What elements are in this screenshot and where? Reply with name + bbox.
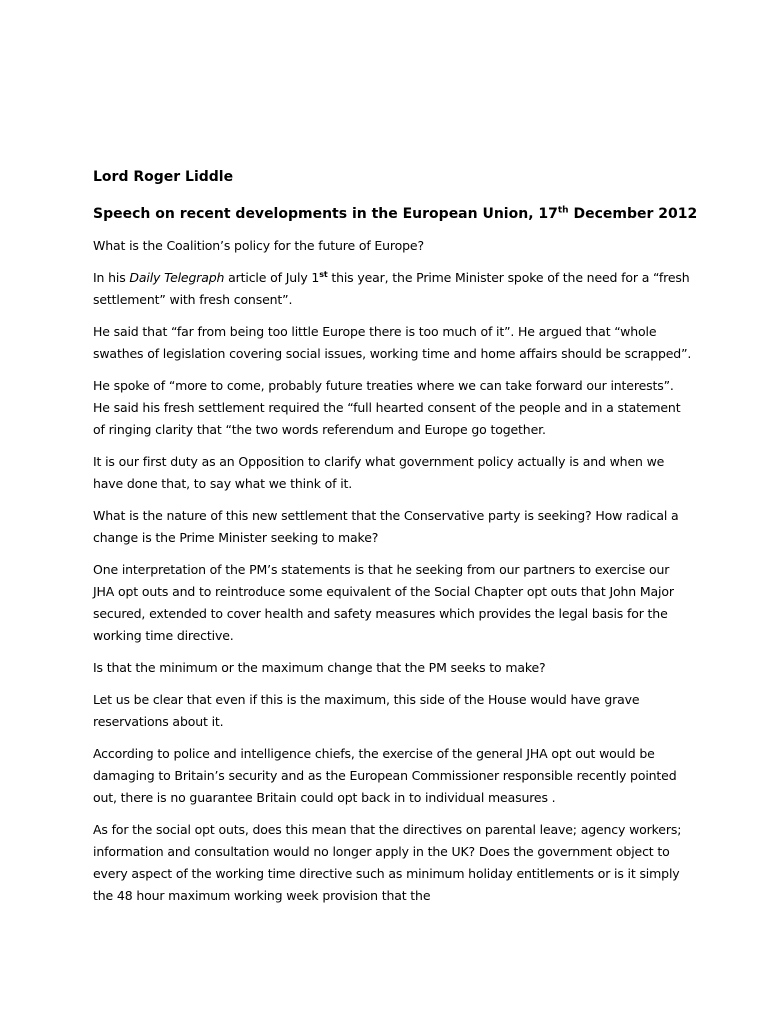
- paragraph-1: What is the Coalition’s policy for the future of Europe?: [93, 238, 424, 253]
- date-ordinal: st: [319, 269, 328, 279]
- paragraph-5: It is our first duty as an Opposition to clarify what government policy actually is and when we have done that, to say what we think of it.: [93, 454, 665, 491]
- paragraph-10: According to police and intelligence chiefs, the exercise of the general JHA opt out would be damaging to Britain’s security and as the European Commissioner responsible recently pointed out, there is no guarantee Britain could opt back in to individual measures .: [93, 746, 677, 805]
- title-text: Speech on recent developments in the European Union, 17: [93, 206, 558, 222]
- title-date-suffix: December 2012: [568, 206, 698, 222]
- author-name: Lord Roger Liddle: [93, 169, 234, 185]
- speech-title: [93, 203, 698, 225]
- paragraph-2: [93, 267, 693, 311]
- paragraph-6: What is the nature of this new settlement that the Conservative party is seeking? How radical a change is the Prime Minister seeking to make?: [93, 508, 679, 545]
- paragraph-3: He said that “far from being too little Europe there is too much of it”. He argued that “whole swathes of legislation covering social issues, working time and home affairs should be scrapped”.: [93, 324, 692, 361]
- title-ordinal: th: [557, 205, 569, 216]
- paragraph-2-text-c: this year, the Prime Minister spoke of the need for a “fresh settlement” with fresh consent”.: [93, 270, 690, 307]
- paragraph-9: Let us be clear that even if this is the maximum, this side of the House would have grave reservations about it.: [93, 692, 640, 729]
- paragraph-2-text-b: article of July 1: [224, 270, 320, 285]
- newspaper-name: Daily Telegraph: [129, 270, 225, 285]
- paragraph-4: He spoke of “more to come, probably future treaties where we can take forward our interests”. He said his fresh settlement required the “full hearted consent of the people and in a statement of ringing clarity that “the two words referendum and Europe go together.: [93, 378, 681, 437]
- document-page: [93, 166, 698, 907]
- paragraph-2-text-a: In his: [93, 270, 130, 285]
- paragraph-11: As for the social opt outs, does this mean that the directives on parental leave; agency workers; information and consultation would no longer apply in the UK? Does the government object to every aspect of the working time directive such as minimum holiday entitlements or is it simply the 48 hour maximum working week provision that the: [93, 822, 682, 903]
- paragraph-7: One interpretation of the PM’s statements is that he seeking from our partners to exercise our JHA opt outs and to reintroduce some equivalent of the Social Chapter opt outs that John Major secured, extended to cover health and safety measures which provides the legal basis for the working time directive.: [93, 562, 674, 643]
- paragraph-8: Is that the minimum or the maximum change that the PM seeks to make?: [93, 660, 546, 675]
